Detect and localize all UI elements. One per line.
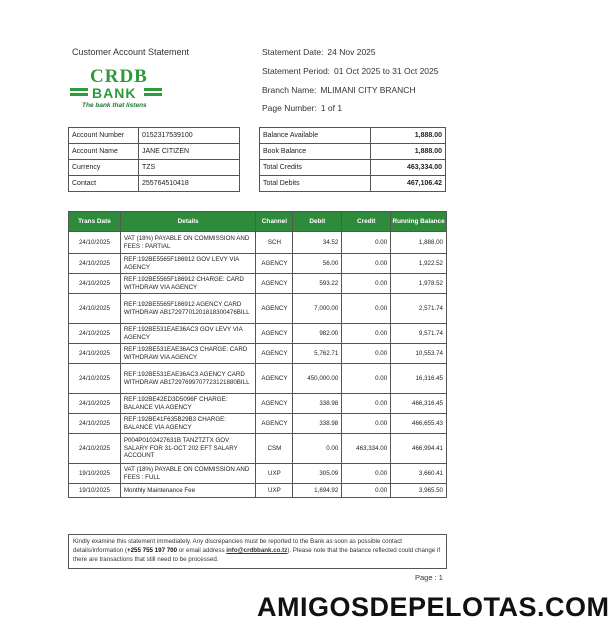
channel-cell: UXP	[256, 484, 293, 498]
running-balance-cell: 1,922.52	[391, 254, 447, 274]
currency-row	[69, 160, 240, 176]
credit-cell: 0.00	[342, 274, 391, 294]
channel-cell: AGENCY	[256, 414, 293, 434]
col-running-balance: Running Balance	[391, 212, 447, 232]
table-row	[69, 364, 447, 394]
debit-cell: 593.22	[293, 274, 342, 294]
statement-period-value: 01 Oct 2025 to 31 Oct 2025	[334, 66, 439, 76]
credit-cell: 0.00	[342, 324, 391, 344]
details-cell: REF:192BE531EAE36AC3 GOV LEVY VIA AGENCY	[120, 324, 256, 344]
total-debits-value: 467,106.42	[370, 176, 445, 192]
details-cell: REF:192BE5565F186912 AGENCY CARD WITHDRAW AB17297701201818300476BILL	[120, 294, 256, 324]
table-row	[69, 294, 447, 324]
running-balance-cell: 1,888.00	[391, 232, 447, 254]
account-number-label: Account Number	[69, 128, 139, 144]
details-cell: REF:192BE5565F186912 GOV LEVY VIA AGENCY	[120, 254, 256, 274]
details-cell: VAT (18%) PAYABLE ON COMMISSION AND FEES : FULL	[120, 464, 256, 484]
trans-date-cell: 24/10/2025	[69, 414, 121, 434]
page-footer: Page : 1	[415, 573, 443, 582]
book-balance-label: Book Balance	[260, 144, 371, 160]
credit-cell: 463,334.00	[342, 434, 391, 464]
debit-cell: 450,000.00	[293, 364, 342, 394]
credit-cell: 0.00	[342, 364, 391, 394]
credit-cell: 0.00	[342, 414, 391, 434]
table-row	[69, 274, 447, 294]
table-row	[69, 232, 447, 254]
running-balance-cell: 3,660.41	[391, 464, 447, 484]
channel-cell: AGENCY	[256, 294, 293, 324]
details-cell: VAT (18%) PAYABLE ON COMMISSION AND FEES : PARTIAL	[120, 232, 256, 254]
credit-cell: 0.00	[342, 254, 391, 274]
credit-cell: 0.00	[342, 484, 391, 498]
total-credits-row	[260, 160, 446, 176]
table-row	[69, 414, 447, 434]
notice-text-1: Kindly examine this statement immediately. Any discrepancies must be reported to the Bank as soon as possible contact details/information (	[73, 538, 403, 554]
table-row	[69, 254, 447, 274]
col-debit: Debit	[293, 212, 342, 232]
credit-cell: 0.00	[342, 464, 391, 484]
notice-text-2: or email address	[177, 546, 227, 554]
statement-date	[262, 47, 376, 57]
balance-available-value: 1,888.00	[370, 128, 445, 144]
statement-period	[262, 66, 438, 76]
debit-cell: 1,694.92	[293, 484, 342, 498]
account-name-row	[69, 144, 240, 160]
notice-text-3: ). Please note that the balance reflected could change if there are transactions that still need to be processed.	[73, 546, 441, 563]
trans-date-cell: 24/10/2025	[69, 294, 121, 324]
running-balance-cell: 3,965.50	[391, 484, 447, 498]
details-cell: Monthly Maintenance Fee	[120, 484, 256, 498]
debit-cell: 5,762.71	[293, 344, 342, 364]
table-row	[69, 394, 447, 414]
col-credit: Credit	[342, 212, 391, 232]
currency-value: TZS	[139, 160, 240, 176]
total-credits-value: 463,334.00	[370, 160, 445, 176]
channel-cell: AGENCY	[256, 394, 293, 414]
col-details: Details	[120, 212, 256, 232]
account-number-row	[69, 128, 240, 144]
trans-date-cell: 24/10/2025	[69, 254, 121, 274]
running-balance-cell: 1,978.52	[391, 274, 447, 294]
trans-date-cell: 24/10/2025	[69, 394, 121, 414]
credit-cell: 0.00	[342, 294, 391, 324]
page-number-value: 1 of 1	[320, 103, 343, 113]
credit-cell: 0.00	[342, 344, 391, 364]
channel-cell: AGENCY	[256, 344, 293, 364]
channel-cell: CSM	[256, 434, 293, 464]
branch-name-value: MLIMANI CITY BRANCH	[320, 85, 416, 95]
debit-cell: 56.00	[293, 254, 342, 274]
page-number	[262, 103, 342, 113]
transactions-table	[68, 211, 447, 498]
details-cell: P004P0102427631B TANZTZTX GOV SALARY FOR 31-OCT 202 EFT SALARY ACCOUNT	[120, 434, 256, 464]
statement-notice	[68, 534, 447, 569]
debit-cell: 982.00	[293, 324, 342, 344]
running-balance-cell: 9,571.74	[391, 324, 447, 344]
account-number-value: 0152317539100	[139, 128, 240, 144]
statement-date-label: Statement Date:	[262, 47, 324, 57]
book-balance-value: 1,888.00	[370, 144, 445, 160]
contact-row	[69, 176, 240, 192]
channel-cell: SCH	[256, 232, 293, 254]
trans-date-cell: 24/10/2025	[69, 364, 121, 394]
statement-date-value: 24 Nov 2025	[327, 47, 376, 57]
channel-cell: AGENCY	[256, 324, 293, 344]
contact-value: 255764510418	[139, 176, 240, 192]
debit-cell: 338.98	[293, 414, 342, 434]
details-cell: REF:192BE531EAE36AC3 AGENCY CARD WITHDRAW AB17297699707723121880BILL	[120, 364, 256, 394]
col-trans-date: Trans Date	[69, 212, 121, 232]
table-row	[69, 464, 447, 484]
total-debits-row	[260, 176, 446, 192]
channel-cell: AGENCY	[256, 364, 293, 394]
logo-crdb-text: CRDB	[90, 66, 148, 87]
balance-available-label: Balance Available	[260, 128, 371, 144]
channel-cell: UXP	[256, 464, 293, 484]
trans-date-cell: 19/10/2025	[69, 484, 121, 498]
details-cell: REF:192BE42ED3D5096F CHARGE: BALANCE VIA AGENCY	[120, 394, 256, 414]
notice-email-link[interactable]: info@crdbbank.co.tz	[226, 546, 288, 554]
transactions-header-row	[69, 212, 447, 232]
logo-tagline: The bank that listens	[82, 102, 147, 109]
total-credits-label: Total Credits	[260, 160, 371, 176]
contact-label: Contact	[69, 176, 139, 192]
running-balance-cell: 16,316.45	[391, 364, 447, 394]
channel-cell: AGENCY	[256, 254, 293, 274]
trans-date-cell: 24/10/2025	[69, 232, 121, 254]
table-row	[69, 324, 447, 344]
debit-cell: 7,000.00	[293, 294, 342, 324]
notice-phone: +255 755 197 700	[127, 546, 178, 554]
logo-bank-text: BANK	[92, 85, 137, 101]
debit-cell: 0.00	[293, 434, 342, 464]
channel-cell: AGENCY	[256, 274, 293, 294]
details-cell: REF:192BE531EAE36AC3 CHARGE: CARD WITHDRAW VIA AGENCY	[120, 344, 256, 364]
table-row	[69, 484, 447, 498]
trans-date-cell: 24/10/2025	[69, 434, 121, 464]
account-name-label: Account Name	[69, 144, 139, 160]
running-balance-cell: 466,655.43	[391, 414, 447, 434]
running-balance-cell: 2,571.74	[391, 294, 447, 324]
running-balance-cell: 466,316.45	[391, 394, 447, 414]
col-channel: Channel	[256, 212, 293, 232]
details-cell: REF:192BE41F635B29B3 CHARGE: BALANCE VIA AGENCY	[120, 414, 256, 434]
debit-cell: 305.09	[293, 464, 342, 484]
trans-date-cell: 19/10/2025	[69, 464, 121, 484]
page-number-label: Page Number:	[262, 103, 317, 113]
balance-available-row	[260, 128, 446, 144]
running-balance-cell: 10,553.74	[391, 344, 447, 364]
branch-name	[262, 85, 416, 95]
book-balance-row	[260, 144, 446, 160]
running-balance-cell: 466,994.41	[391, 434, 447, 464]
crdb-bank-logo	[70, 66, 170, 112]
balance-summary-table	[259, 127, 446, 192]
statement-title: Customer Account Statement	[72, 47, 190, 57]
statement-period-label: Statement Period:	[262, 66, 331, 76]
credit-cell: 0.00	[342, 232, 391, 254]
trans-date-cell: 24/10/2025	[69, 324, 121, 344]
debit-cell: 338.98	[293, 394, 342, 414]
branch-name-label: Branch Name:	[262, 85, 317, 95]
details-cell: REF:192BE5565F186912 CHARGE: CARD WITHDRAW VIA AGENCY	[120, 274, 256, 294]
watermark-text: AMIGOSDEPELOTAS.COM	[257, 592, 610, 622]
currency-label: Currency	[69, 160, 139, 176]
account-info-table	[68, 127, 240, 192]
table-row	[69, 434, 447, 464]
total-debits-label: Total Debits	[260, 176, 371, 192]
account-name-value: JANE CITIZEN	[139, 144, 240, 160]
table-row	[69, 344, 447, 364]
debit-cell: 34.52	[293, 232, 342, 254]
trans-date-cell: 24/10/2025	[69, 344, 121, 364]
trans-date-cell: 24/10/2025	[69, 274, 121, 294]
credit-cell: 0.00	[342, 394, 391, 414]
